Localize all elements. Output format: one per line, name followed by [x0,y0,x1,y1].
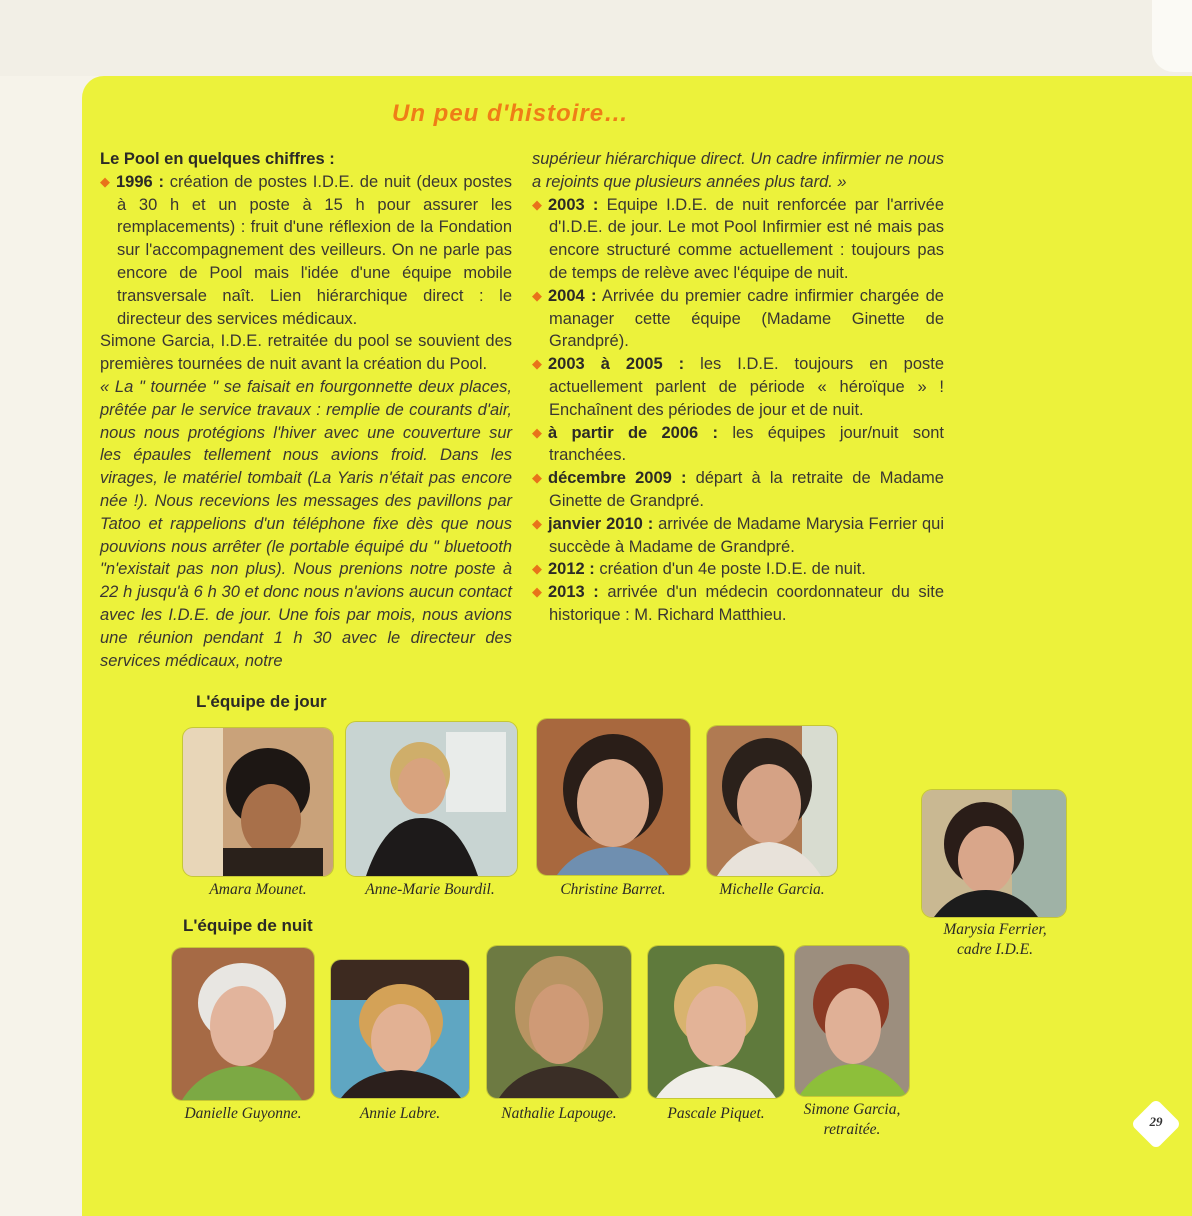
diamond-bullet-icon: ◆ [532,470,542,486]
page-number: 29 [1149,1114,1163,1129]
diamond-bullet-icon: ◆ [532,287,542,303]
portrait-photo-danielle [172,948,314,1100]
history-item: ◆ décembre 2009 : départ à la retraite de Madame Ginette de Grandpré. [532,469,944,510]
portrait-photo-amara [183,728,333,876]
caption-anne-marie: Anne-Marie Bourdil. [365,881,495,898]
history-item: ◆ janvier 2010 : arrivée de Madame Marysia Ferrier qui succède à Madame de Grandpré. [532,514,944,556]
diamond-bullet-icon: ◆ [100,173,110,189]
caption-christine: Christine Barret. [560,881,666,898]
day-team-label: L'équipe de jour [196,692,327,711]
history-item: ◆ 2012 : création d'un 4e poste I.D.E. de nuit. [532,558,944,581]
history-item-1996: ◆ 1996 : création de postes I.D.E. de nuit (deux postes à 30 h et un poste à 15 h pour assurer les remplacements) : fruit d'une réflexion de la Fondation sur l'accompagnement des veilleurs. On ne parle pas encore de Pool mais l'idée d'une équipe mobile transversale naît. Lien hiérarchique direct : le directeur des services médicaux. [100,172,512,328]
diamond-bullet-icon: ◆ [532,196,542,212]
caption-danielle: Danielle Guyonne. [184,1105,302,1122]
night-team-label: L'équipe de nuit [183,916,313,935]
page-top-margin [0,0,1192,76]
portrait-photo-anne-marie [346,722,517,876]
diamond-bullet-icon: ◆ [532,561,542,577]
left-column [100,148,512,672]
portrait-photo-nathalie [487,946,631,1098]
diamond-bullet-icon: ◆ [532,515,542,531]
right-column [532,148,944,627]
portrait-photo-annie [331,960,469,1098]
testimony-intro: Simone Garcia, I.D.E. retraitée du pool se souvient des premières tournées de nuit avant la création du Pool. [100,332,512,374]
caption-annie: Annie Labre. [359,1105,441,1122]
testimony-quote-end: supérieur hiérarchique direct. Un cadre infirmier ne nous a rejoints que plusieurs années plus tard. » [532,150,944,191]
portrait-photo-simone [795,946,909,1096]
section-heading: Le Pool en quelques chiffres : [100,150,335,168]
caption-nathalie: Nathalie Lapouge. [501,1105,617,1122]
diamond-bullet-icon: ◆ [532,356,542,372]
caption-pascale: Pascale Piquet. [667,1105,765,1122]
history-item: ◆ 2003 : Equipe I.D.E. de nuit renforcée par l'arrivée d'I.D.E. de jour. Le mot Pool Infirmier est né mais pas encore structuré comme actuellement : toujours pas de temps de relève avec l'équipe de nuit. [532,195,944,282]
caption-amara: Amara Mounet. [209,881,307,898]
page-tab [1152,0,1192,72]
diamond-bullet-icon: ◆ [532,424,542,440]
caption-simone: Simone Garcia, retraitée. [803,1101,901,1138]
diamond-bullet-icon: ◆ [532,584,542,600]
testimony-quote: « La " tournée " se faisait en fourgonnette deux places, prêtée par le service travaux : remplie de courants d'air, nous nous protégions l'hiver avec une couverture sur les épaules tellement nous avions froid. Dans les virages, le matériel tombait (La Yaris n'était pas encore née !). Nous recevions les messages des pavillons par Tatoo et rappelions d'un téléphone fixe dès que nous pouvions nous arrêter (le portable équipé du " bluetooth "n'existait pas non plus). Nous prenions notre poste à 22 h jusqu'à 6 h 30 et donc nous n'avions aucun contact avec les I.D.E. de jour. Une fois par mois, nous avions une réunion pendant 1 h 30 avec le directeur des services médicaux, notre [100,377,512,670]
history-item: ◆ 2003 à 2005 : les I.D.E. toujours en poste actuellement parlent de période « héroïque » ! Enchaînent des périodes de jour et de nuit. [532,355,945,419]
caption-marysia: Marysia Ferrier, cadre I.D.E. [943,921,1047,958]
portrait-photo-marysia [922,790,1066,917]
history-item: ◆ 2013 : arrivée d'un médecin coordonnateur du site historique : M. Richard Matthieu. [532,583,945,624]
portrait-photo-pascale [648,946,784,1098]
history-item: ◆ 2004 : Arrivée du premier cadre infirmier chargée de manager cette équipe (Madame Ginette de Grandpré). [532,286,944,351]
portrait-photo-michelle [707,726,837,876]
history-item: ◆ à partir de 2006 : les équipes jour/nuit sont tranchées. [532,423,945,465]
page-title: Un peu d'histoire… [392,100,630,127]
caption-michelle: Michelle Garcia. [719,881,825,898]
portrait-photo-christine [537,719,690,875]
